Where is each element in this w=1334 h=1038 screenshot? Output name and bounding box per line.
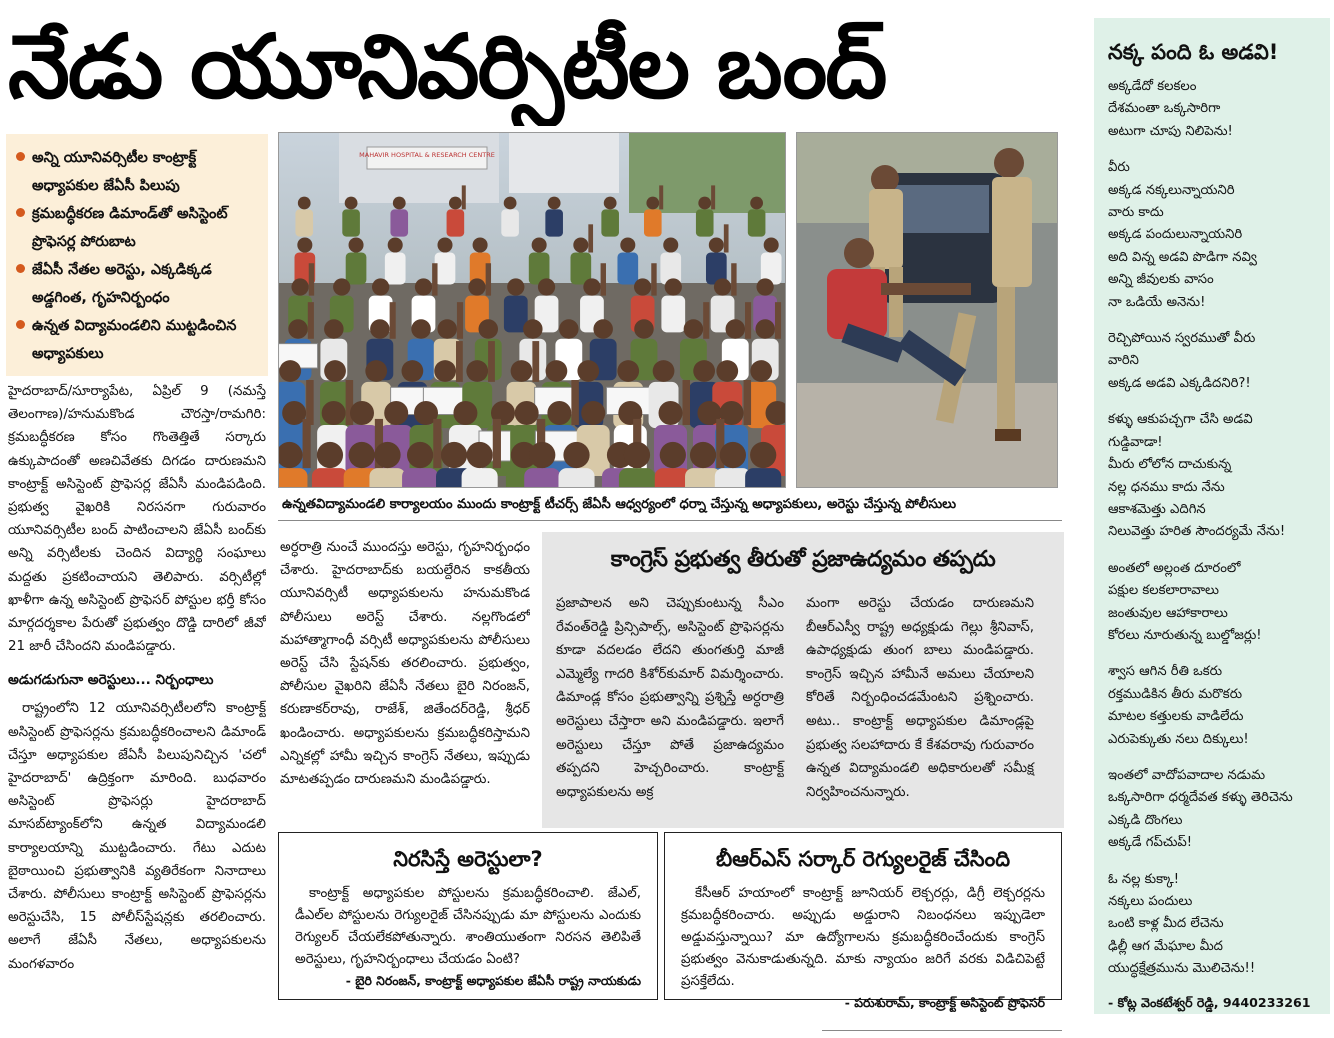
poem-author: - కోట్ల వెంకటేశ్వర్ రెడ్డి, 9440233261 xyxy=(1108,994,1311,1010)
highlight-item: క్రమబద్ధీకరణ డిమాండ్‌తో అసిస్టెంట్ ప్రొఫెసర్ల పోరుబాట xyxy=(16,200,260,256)
poem-line: జంతువుల ఆహాకారాలు xyxy=(1108,605,1228,621)
poem-stanza xyxy=(1108,76,1320,143)
poem-line: అన్ని జీవులకు వాసం xyxy=(1108,272,1214,288)
congress-sidebar-title: కాంగ్రెస్ ప్రభుత్వ తీరుతో ప్రజాఉద్యమం తప్పదు xyxy=(610,547,996,572)
congress-sidebar-col-a: ప్రజాపాలన అని చెప్పుకుంటున్న సీఎం రేవంత్‌రెడ్డి ప్రిన్సిపాల్స్, అసిస్టెంట్ ప్రొఫెసర్లను కూడా వదలడం లేదని తుంగతుర్తి మాజీ ఎమ్మెల్యే గాదరి కిశోర్‌కుమార్ విమర్శించారు. డిమాండ్ల కోసం ప్రభుత్వాన్ని ప్రశ్నిస్తే అర్ధరాత్రి అరెస్టులు చేస్తారా అని మండిపడ్డారు. ఇలాగే అరెస్టులు చేస్తూ పోతే ప్రజాఉద్యమం తప్పదని హెచ్చరించారు. కాంట్రాక్ట్ అధ్యాపకులను అక్ర xyxy=(556,596,784,800)
article-subhead: అడుగడుగునా అరెస్టులు... నిర్బంధాలు xyxy=(8,672,214,689)
poem-line: ఓ నల్ల కుక్కా! xyxy=(1108,871,1180,887)
poem-line: ఒక్కసారిగా ధర్మదేవత కళ్ళు తెరిచెను xyxy=(1108,790,1293,806)
poem-line: వారిని xyxy=(1108,353,1139,369)
poem-line: నల్ల ధనము కాదు నేను xyxy=(1108,479,1225,495)
poem-stanza xyxy=(1108,661,1320,751)
poem-line: ఇంతలో వాదోపవాదాల నడుమ xyxy=(1108,767,1266,783)
poem-line: వీరు xyxy=(1108,160,1130,176)
highlights-box xyxy=(6,134,268,376)
poem-stanza xyxy=(1108,765,1320,855)
hospital-sign: MAHAVIR HOSPITAL & RESEARCH CENTRE xyxy=(359,151,495,159)
quote-box-brs xyxy=(664,832,1062,1010)
poem-line: నా ఒడియే అనెను! xyxy=(1108,294,1206,310)
poem-stanzas xyxy=(1108,76,1320,981)
article-column-2-text: అర్ధరాత్రి నుంచే ముందస్తు అరెస్టు, గృహనిర్బంధం చేశారు. హైదరాబాద్‌కు బయల్దేరిన కాకతీయ యూనివర్సిటీ అధ్యాపకులను హనుమకొండ పోలీసులు అరెస్ట్ చేశారు. నల్లగొండలో మహాత్మాగాంధీ వర్సిటీ అధ్యాపకులను పోలీసులు అరెస్ట్ చేసి స్టేషన్‌కు తరలించారు. ప్రభుత్వం, పోలీసుల వైఖరిని జేఏసీ నేతలు బైరి నిరంజన్, కరుణాకర్‌రావు, రాజేశ్, జితేందర్‌రెడ్డి, శ్రీధర్ ఖండించారు. అధ్యాపకులను క్రమబద్ధీకరిస్తామని ఎన్నికల్లో హామీ ఇచ్చిన కాంగ్రెస్ నేతలు, ఇప్పుడు మాటతప్పడం దారుణమని మండిపడ్డారు. xyxy=(280,540,530,788)
poem-line: దేశమంతా ఒక్కసారిగా xyxy=(1108,101,1221,117)
poem-stanza xyxy=(1108,157,1320,314)
quote-box-signature: - పరుశురామ్, కాంట్రాక్ట్ అసిస్టెంట్ ప్రొఫెసర్ xyxy=(844,995,1045,1010)
poem-line: నక్కలు పందులు xyxy=(1108,894,1193,909)
poem-line: నిలువెత్తు హరిత సౌందర్యమే నేను! xyxy=(1108,524,1286,540)
poem-line: మీరు లోలోన దాచుకున్న xyxy=(1108,457,1232,473)
poem-line: అక్కడ అడవి ఎక్కడిదనిరి?! xyxy=(1108,375,1251,391)
poem-title: నక్క పంది ఓ అడవి! xyxy=(1108,40,1279,64)
poem-line: ఎరుపెక్కుతు నలు దిక్కులు! xyxy=(1108,731,1249,747)
highlight-item: జేఏసీ నేతల అరెస్టు, ఎక్కడిక్కడ అడ్డగింత, గృహనిర్బంధం xyxy=(16,256,260,312)
quote-box-arrests xyxy=(278,832,658,1000)
poem-line: అక్కడ నక్కలున్నాయనిరి xyxy=(1108,182,1235,198)
poem-line: అది విన్న అడవి పొడిగా నవ్వి xyxy=(1108,249,1257,265)
congress-sidebar-col-b: మంగా అరెస్టు చేయడం దారుణమని బీఆర్‌ఎస్వీ రాష్ట్ర అధ్యక్షుడు గెల్లు శ్రీనివాస్, ఉపాధ్యక్షుడు తుంగ బాలు మండిపడ్డారు. కాంగ్రెస్ ఇచ్చిన హామీనే అమలు చేయాలని కోరితే నిర్బంధించడమేంటని ప్రశ్నించారు. అటు.. కాంట్రాక్ట్ అధ్యాపకుల డిమాండ్లపై ప్రభుత్వ సలహాదారు కే కేశవరావు గురువారం ఉన్నత విద్యామండలి అధికారులతో సమీక్ష నిర్వహించనున్నారు. xyxy=(806,596,1034,800)
poem-line: అటుగా చూపు నిలిపెను! xyxy=(1108,123,1233,139)
poem-line: ఢిల్లీ ఆగ మేఘాల మీద xyxy=(1108,938,1223,954)
poem-panel xyxy=(1094,18,1330,1014)
highlight-item: ఉన్నత విద్యామండలిని ముట్టడించిన అధ్యాపకులు xyxy=(16,312,260,368)
highlight-item: అన్ని యూనివర్సిటీల కాంట్రాక్ట్ అధ్యాపకుల జేఏసీ పిలుపు xyxy=(16,144,260,200)
photo-caption: ఉన్నతవిద్యామండలి కార్యాలయం ముందు కాంట్రాక్ట్ టీచర్స్ జేఏసీ ఆధ్వర్యంలో ధర్నా చేస్తున్న అధ్యాపకులు, అరెస్టు చేస్తున్న పోలీసులు xyxy=(282,497,957,512)
quote-box-text: కాంట్రాక్ట్ అధ్యాపకుల పోస్టులను క్రమబద్ధీకరించాలి. జేఎల్, డీఎల్‌ల పోస్టులను రెగ్యులరైజ్ చేసినప్పుడు మా పోస్టులను ఎందుకు రెగ్యులర్ చేయలేకపోతున్నారు. శాంతియుతంగా నిరసన తెలిపితే అరెస్టులు, గృహనిర్బంధాలు చేయడం ఏంటి? xyxy=(295,886,641,967)
poem-line: శ్వాస ఆగిన రీతి ఒకరు xyxy=(1108,664,1223,680)
article-body: రాష్ట్రంలోని 12 యూనివర్సిటీలలోని కాంట్రాక్ట్ అసిస్టెంట్ ప్రొఫెసర్లను క్రమబద్ధీకరించాలని డిమాండ్ చేస్తూ అధ్యాపకుల జేఏసీ పిలుపునిచ్చిన 'చలో హైదరాబాద్' ఉద్రిక్తంగా మారింది. బుధవారం అసిస్టెంట్ ప్రొఫెసర్లు హైదరాబాద్ మాసబ్‌ట్యాంక్‌లోని ఉన్నత విద్యామండలి కార్యాలయాన్ని ముట్టడించారు. గేటు ఎదుట బైఠాయించి ప్రభుత్వానికి వ్యతిరేకంగా నినాదాలు చేశారు. పోలీసులు కాంట్రాక్ట్ అసిస్టెంట్ ప్రొఫెసర్లను అరెస్టుచేసి, 15 పోలీస్‌స్టేషన్లకు తరలించారు. అలాగే జేఏసీ నేతలు, అధ్యాపకులను మంగళవారం xyxy=(8,701,266,972)
poem-line: యుద్ధక్షేత్రమును మొలిచెను!! xyxy=(1108,961,1256,977)
poem-line: కోరలు నూరుతున్న బుల్డోజర్లు! xyxy=(1108,627,1262,643)
headline: నేడు యూనివర్సిటీల బంద్ xyxy=(8,15,886,118)
poem-line: మాటల కత్తులకు వాడిలేదు xyxy=(1108,709,1244,725)
poem-line: అక్కడ పందులున్నాయనిరి xyxy=(1108,227,1243,243)
article-column-1 xyxy=(8,380,266,1030)
poem-stanza xyxy=(1108,869,1320,981)
poem-line: అంతలో అల్లంత దూరంలో xyxy=(1108,560,1241,576)
protest-photo xyxy=(278,132,786,488)
poem-line: రక్తముడికిన తీరు మరొకరు xyxy=(1108,686,1243,702)
poem-line: కళ్ళు ఆకుపచ్చగా చేసి అడవి xyxy=(1108,412,1253,428)
congress-sidebar xyxy=(542,532,1064,828)
poem-line: ఒంటి కాళ్ల మీద లేచెను xyxy=(1108,916,1224,932)
quote-box-title: నిరసిస్తే అరెస్టులా? xyxy=(393,847,543,871)
poem-line: ఎక్కడి దొంగలు xyxy=(1108,812,1183,828)
poem-stanza xyxy=(1108,409,1320,543)
article-lead: హైదరాబాద్/సూర్యాపేట, ఏప్రిల్ 9 (నమస్తే తెలంగాణ)/హనుమకొండ చౌరస్తా/రామగిరి: క్రమబద్ధీకరణ కోసం గొంతెత్తితే సర్కారు ఉక్కుపాదంతో అణచివేతకు దిగడం దారుణమని కాంట్రాక్ట్ అసిస్టెంట్ ప్రొఫెసర్ల జేఏసీ మండిపడింది. ప్రభుత్వ వైఖరికి నిరసనగా గురువారం యూనివర్సిటీల బంద్ పాటించాలని జేఏసీ బంద్‌కు అన్ని వర్సిటీలకు చెందిన విద్యార్థి సంఘాలు మద్దతు ప్రకటించాయని తెలిపారు. వర్సిటీల్లో ఖాళీగా ఉన్న అసిస్టెంట్ ప్రొఫెసర్ పోస్టుల భర్తీ కోసం మార్గదర్శకాల పేరుతో ప్రభుత్వం దొడ్డి దారిలో జీవో 21 జారీ చేసిందని మండిపడ్డారు. xyxy=(8,384,266,655)
poem-line: ఆకాశమెత్తు ఎదిగిన xyxy=(1108,501,1206,517)
article-column-2 xyxy=(280,536,530,816)
quote-box-text: కేసీఆర్ హయాంలో కాంట్రాక్ట్ జూనియర్ లెక్చరర్లు, డిగ్రీ లెక్చరర్లను క్రమబద్ధీకరించారు. అప్పుడు అడ్డురాని నిబంధనలు ఇప్పుడెలా అడ్డువస్తున్నాయి? మా ఉద్యోగాలను క్రమబద్ధీకరించేందుకు కాంగ్రెస్ ప్రభుత్వం వెనుకాడుతున్నది. మాకు న్యాయం జరిగే వరకు విడిచిపెట్టే ప్రసక్తేలేదు. xyxy=(681,886,1045,989)
poem-line: వారు కాదు xyxy=(1108,205,1164,221)
poem-line: రెచ్చిపోయిన స్వరముతో వీరు xyxy=(1108,331,1256,347)
poem-line: అక్కడే గప్‌చుప్! xyxy=(1108,835,1193,851)
quote-box-title: బీఆర్‌ఎస్ సర్కార్ రెగ్యులరైజ్ చేసింది xyxy=(715,847,1011,871)
quote-box-signature: - బైరి నిరంజన్, కాంట్రాక్ట్ అధ్యాపకుల జేఏసీ రాష్ట్ర నాయకుడు xyxy=(345,973,641,988)
poem-line: అక్కడేదో కలకలం xyxy=(1108,79,1197,94)
poem-line: పక్షుల కలకలారావాలు xyxy=(1108,583,1219,599)
poem-line: గుడ్డివాడా! xyxy=(1108,434,1163,450)
poem-stanza xyxy=(1108,558,1320,648)
arrest-photo xyxy=(796,132,1058,488)
poem-stanza xyxy=(1108,328,1320,395)
